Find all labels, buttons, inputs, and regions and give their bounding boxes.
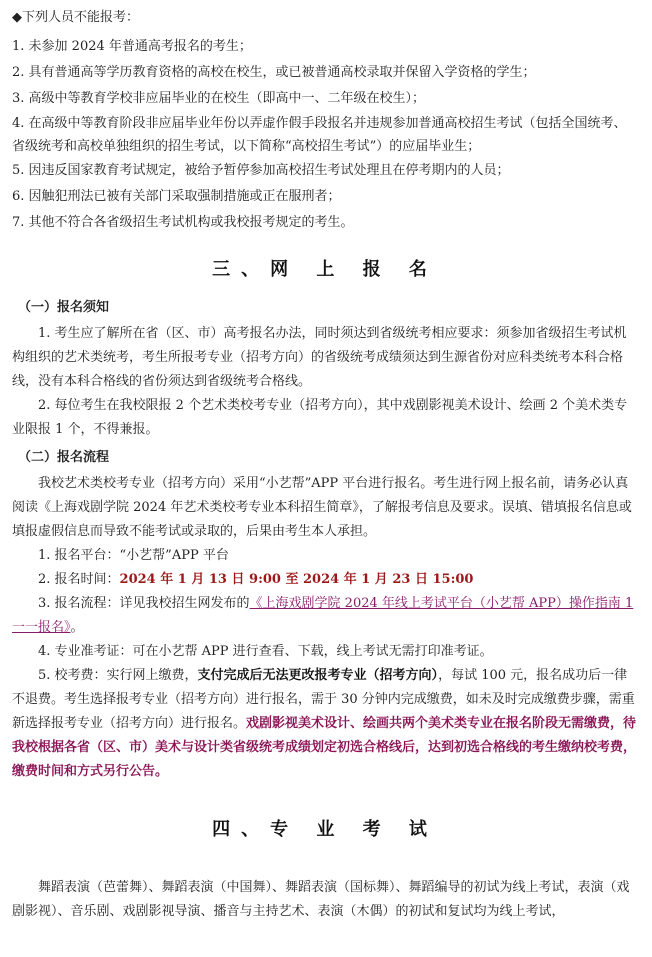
- registration-flow-line: [12, 592, 638, 640]
- restriction-item: 4. 在高级中等教育阶段非应届毕业年份以弄虚作假手段报名并违规参加普通高校招生考试（包括全国统考、省级统考和高校单独组织的招生考试，以下简称“高校招生考试”）的应届毕业生；: [12, 116, 627, 154]
- notice-paragraph-1: 1. 考生应了解所在省（区、市）高考报名办法，同时须达到省级统考相应要求：须参加省级招生考试机构组织的艺术类统考，考生所报考专业（招考方向）的省级统考成绩须达到生源省份对应科类统考本科合格线，没有本科合格线的省份须达到省级统考合格线。: [12, 326, 627, 389]
- restriction-item: 7. 其他不符合各省级招生考试机构或我校报考规定的考生。: [12, 215, 354, 230]
- registration-time-line: [12, 568, 638, 592]
- restrictions-list: [12, 34, 638, 236]
- exam-fee-text-a: 5. 校考费：实行网上缴费，: [38, 668, 198, 683]
- exam-fee-text-b: ，每试 100 元，报名成功后一律不退费。考生选择报考专业（招考方向）进行报名，需于 30 分钟内完成缴费，如未及时完成缴费步骤，需重新选择报考专业（招考方向）进行报名。: [12, 668, 635, 731]
- restriction-item: 2. 具有普通高等学历教育资格的高校在校生，或已被普通高校录取并保留入学资格的学生；: [12, 65, 536, 80]
- admission-ticket-line: 4. 专业准考证：可在小艺帮 APP 进行查看、下载，线上考试无需打印准考证。: [38, 644, 493, 659]
- subsection-registration-process-title: （二）报名流程: [18, 450, 110, 465]
- platform-line: 1. 报名平台：“小艺帮”APP 平台: [38, 548, 229, 563]
- section-3-title: 三、网 上 报 名: [212, 259, 438, 280]
- notice-paragraph-2: 2. 每位考生在我校限报 2 个艺术类校考专业（招考方向），其中戏剧影视美术设计、绘画 2 个美术类专业限报 1 个，不得兼报。: [12, 398, 628, 437]
- professional-exam-paragraph: 舞蹈表演（芭蕾舞）、舞蹈表演（中国舞）、舞蹈表演（国标舞）、舞蹈编导的初试为线上考试，表演（戏剧影视）、音乐剧、戏剧影视导演、播音与主持艺术、表演（木偶）的初试和复试均为线上考试，: [12, 880, 630, 919]
- exam-fee-paragraph: [12, 664, 638, 784]
- subsection-registration-notice-title: （一）报名须知: [18, 300, 110, 315]
- registration-flow-label: 3. 报名流程：详见我校招生网发布的: [38, 596, 250, 611]
- operation-guide-link[interactable]: 《上海戏剧学院 2024 年线上考试平台（小艺帮 APP）操作指南 1 一一报名》: [12, 596, 634, 635]
- restriction-item: 1. 未参加 2024 年普通高考报名的考生；: [12, 39, 252, 54]
- restriction-item: 6. 因触犯刑法已被有关部门采取强制措施或正在服刑者；: [12, 189, 341, 204]
- restriction-item: 5. 因违反国家教育考试规定，被给予暂停参加高校招生考试处理且在停考期内的人员；: [12, 163, 510, 178]
- exam-fee-highlight: 戏剧影视美术设计、绘画共两个美术类专业在报名阶段无需缴费，待我校根据各省（区、市）美术与设计类省级统考成绩划定初选合格线后，达到初选合格线的考生缴纳校考费，缴费时间和方式另行公告。: [12, 716, 637, 779]
- restrictions-intro: ◆下列人员不能报考：: [12, 10, 139, 25]
- restriction-item: 3. 高级中等教育学校非应届毕业的在校生（即高中一、二年级在校生）；: [12, 91, 426, 106]
- registration-time-value: 2024 年 1 月 13 日 9:00 至 2024 年 1 月 23 日 15:00: [119, 572, 474, 587]
- registration-flow-end: 。: [70, 620, 84, 635]
- exam-fee-bold-note: 支付完成后无法更改报考专业（招考方向）: [197, 668, 439, 683]
- registration-time-label: 2. 报名时间：: [38, 572, 120, 587]
- process-paragraph: 我校艺术类校考专业（招考方向）采用“小艺帮”APP 平台进行报名。考生进行网上报名前，请务必认真阅读《上海戏剧学院 2024 年艺术类校考专业本科招生简章》，了解报考信息及要求。误填、错填报名信息或填报虚假信息而导致不能考试或录取的，后果由考生本人承担。: [12, 476, 632, 539]
- section-4-title: 四、专 业 考 试: [212, 819, 438, 840]
